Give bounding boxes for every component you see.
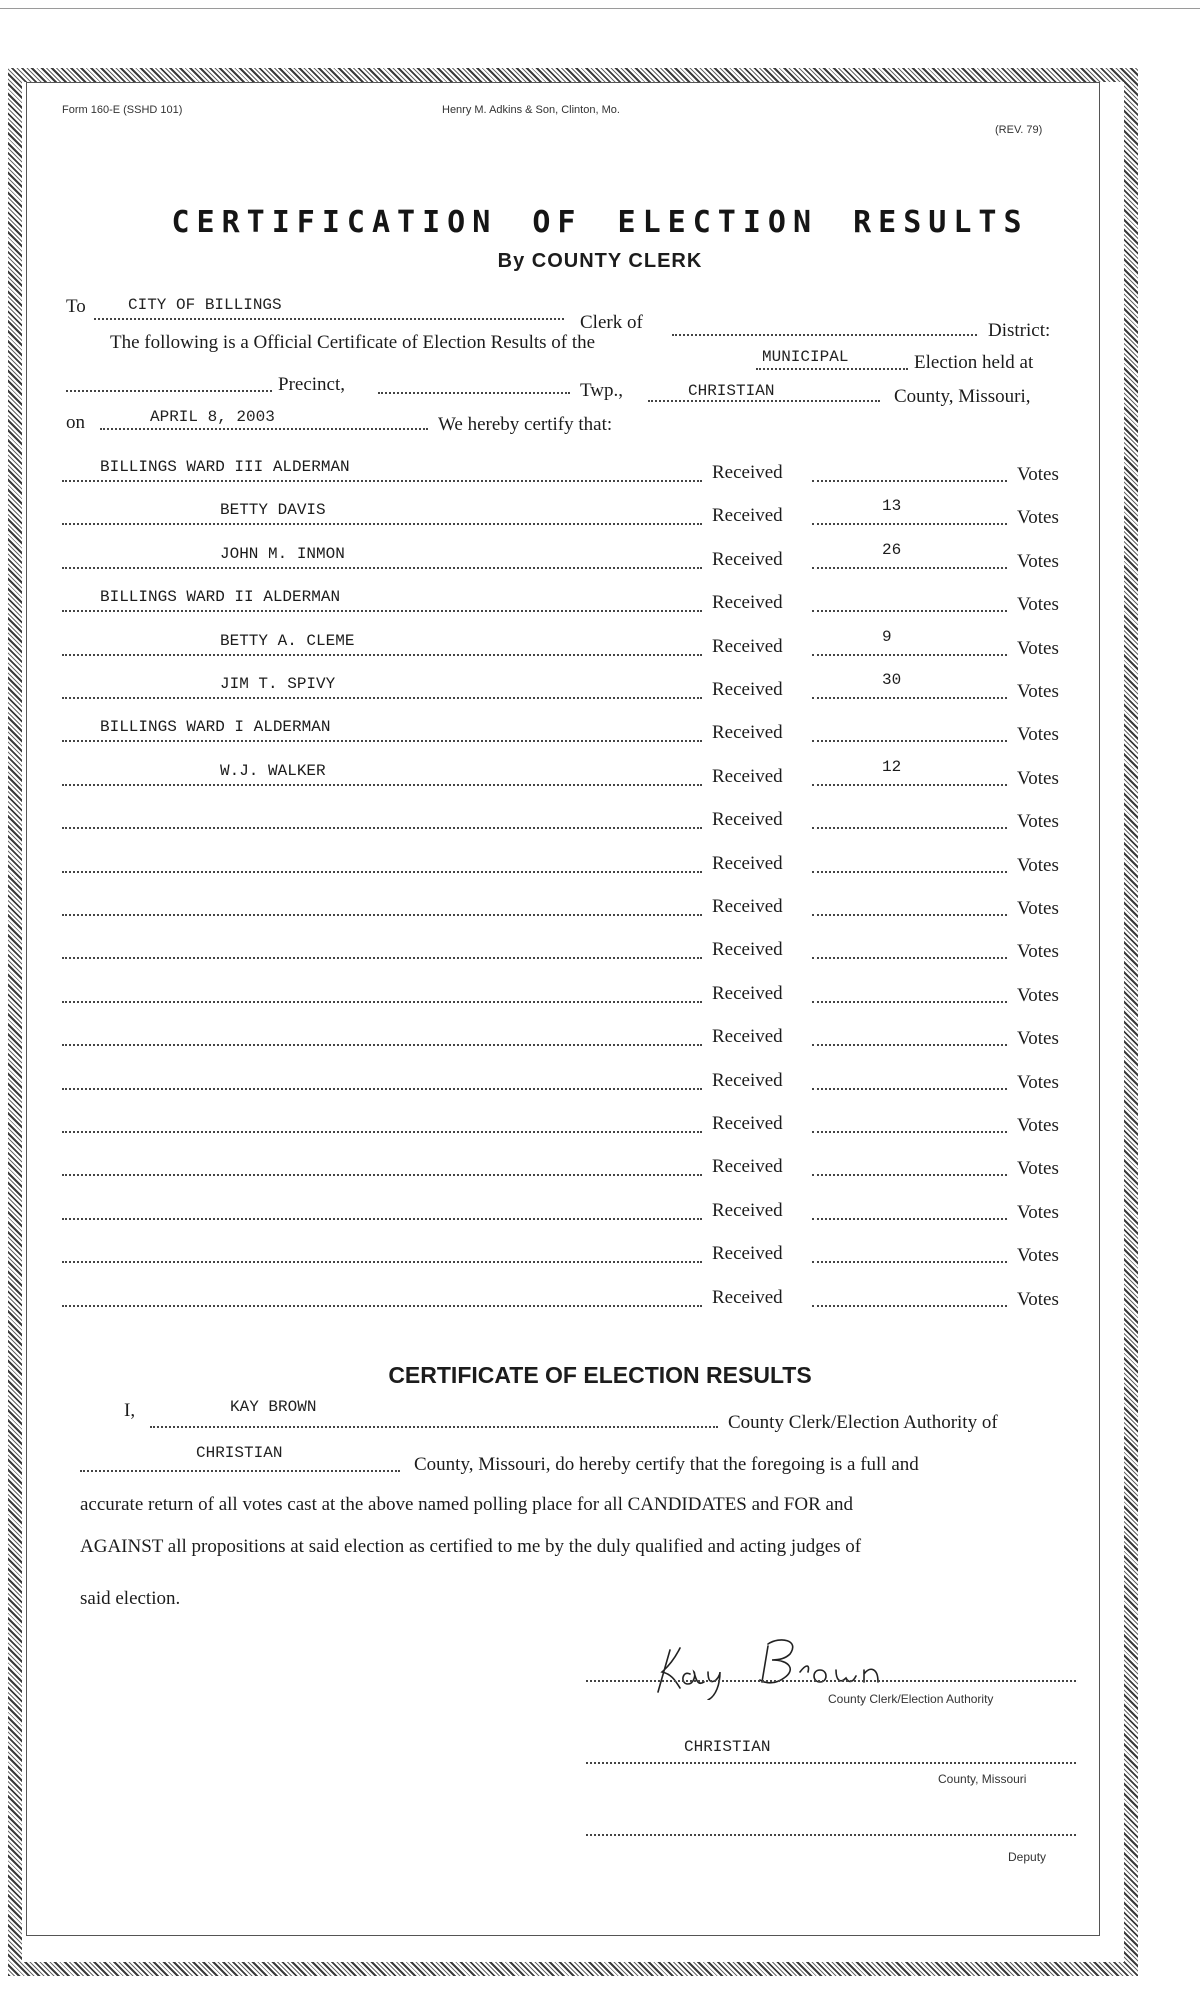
- vote-count-line: [812, 1174, 1007, 1176]
- received-label: Received: [712, 1113, 783, 1134]
- date-value: APRIL 8, 2003: [150, 408, 275, 426]
- cert-county-line: [80, 1470, 400, 1472]
- received-label: Received: [712, 549, 783, 570]
- row-name-line: [62, 914, 702, 916]
- vote-count-line: [812, 1305, 1007, 1307]
- received-label: Received: [712, 896, 783, 917]
- received-label: Received: [712, 1156, 783, 1177]
- cert-line-4: AGAINST all propositions at said election as certified to me by the duly qualified and acting judges of: [80, 1536, 862, 1557]
- candidate-name: JIM T. SPIVY: [220, 675, 336, 693]
- votes-label: Votes: [1017, 985, 1059, 1006]
- result-row: [62, 456, 1072, 490]
- received-label: Received: [712, 592, 783, 613]
- i-label: I,: [124, 1400, 136, 1421]
- row-name-line: [62, 957, 702, 959]
- clerk-of-line: [672, 334, 977, 336]
- clerk-name: KAY BROWN: [230, 1398, 317, 1416]
- cert-line-2: County, Missouri, do hereby certify that the foregoing is a full and: [414, 1454, 919, 1475]
- result-row: [62, 760, 1072, 794]
- district-label: District:: [988, 320, 1051, 341]
- printer-name: Henry M. Adkins & Son, Clinton, Mo.: [442, 104, 620, 116]
- received-label: Received: [712, 1243, 783, 1264]
- votes-label: Votes: [1017, 724, 1059, 745]
- certificate-title: CERTIFICATE OF ELECTION RESULTS: [388, 1362, 812, 1388]
- top-rule: [0, 8, 1200, 9]
- to-line: [94, 318, 564, 320]
- received-label: Received: [712, 766, 783, 787]
- vote-count-line: [812, 1261, 1007, 1263]
- row-name-line: [62, 784, 702, 786]
- result-row: [62, 630, 1072, 664]
- certify-label: We hereby certify that:: [438, 414, 613, 435]
- received-label: Received: [712, 939, 783, 960]
- votes-label: Votes: [1017, 1245, 1059, 1266]
- votes-label: Votes: [1017, 941, 1059, 962]
- row-name-line: [62, 1261, 702, 1263]
- result-row: [62, 890, 1072, 924]
- vote-count-line: [812, 1088, 1007, 1090]
- vote-count-line: [812, 957, 1007, 959]
- row-name-line: [62, 1305, 702, 1307]
- received-label: Received: [712, 505, 783, 526]
- result-row: [62, 803, 1072, 837]
- authority-label: County Clerk/Election Authority of: [728, 1412, 998, 1433]
- vote-count: 26: [882, 541, 902, 559]
- vote-count-line: [812, 740, 1007, 742]
- row-name-line: [62, 1088, 702, 1090]
- votes-label: Votes: [1017, 551, 1059, 572]
- vote-count-line: [812, 1131, 1007, 1133]
- votes-label: Votes: [1017, 594, 1059, 615]
- vote-count-line: [812, 480, 1007, 482]
- form-number: Form 160-E (SSHD 101): [62, 104, 183, 116]
- office-name: BILLINGS WARD III ALDERMAN: [100, 458, 350, 476]
- votes-label: Votes: [1017, 638, 1059, 659]
- candidate-name: BETTY DAVIS: [220, 501, 326, 519]
- received-label: Received: [712, 983, 783, 1004]
- vote-count-line: [812, 697, 1007, 699]
- vote-count-line: [812, 1044, 1007, 1046]
- office-name: BILLINGS WARD I ALDERMAN: [100, 718, 331, 736]
- received-label: Received: [712, 1070, 783, 1091]
- county-value: CHRISTIAN: [688, 382, 775, 400]
- votes-label: Votes: [1017, 1115, 1059, 1136]
- clerk-name-line: [150, 1426, 718, 1428]
- votes-label: Votes: [1017, 1202, 1059, 1223]
- signature-line: [586, 1680, 1076, 1682]
- vote-count-line: [812, 523, 1007, 525]
- result-row: [62, 673, 1072, 707]
- vote-count-line: [812, 914, 1007, 916]
- received-label: Received: [712, 1200, 783, 1221]
- row-name-line: [62, 1001, 702, 1003]
- document-title: CERTIFICATION OF ELECTION RESULTS: [171, 205, 1029, 240]
- votes-label: Votes: [1017, 464, 1059, 485]
- date-line: [100, 428, 428, 430]
- received-label: Received: [712, 679, 783, 700]
- vote-count-line: [812, 654, 1007, 656]
- votes-label: Votes: [1017, 1028, 1059, 1049]
- votes-label: Votes: [1017, 681, 1059, 702]
- result-row: [62, 1107, 1072, 1141]
- twp-line: [378, 392, 570, 394]
- document-subtitle: By COUNTY CLERK: [497, 250, 703, 272]
- received-label: Received: [712, 809, 783, 830]
- result-row: [62, 1281, 1072, 1315]
- row-name-line: [62, 654, 702, 656]
- result-row: [62, 543, 1072, 577]
- result-row: [62, 1237, 1072, 1271]
- result-row: [62, 1064, 1072, 1098]
- received-label: Received: [712, 462, 783, 483]
- row-name-line: [62, 610, 702, 612]
- county-missouri-label: County, Missouri,: [894, 386, 1031, 407]
- candidate-name: JOHN M. INMON: [220, 545, 345, 563]
- row-name-line: [62, 1044, 702, 1046]
- row-name-line: [62, 697, 702, 699]
- result-row: [62, 933, 1072, 967]
- to-value: CITY OF BILLINGS: [128, 296, 282, 314]
- received-label: Received: [712, 636, 783, 657]
- votes-label: Votes: [1017, 1289, 1059, 1310]
- vote-count-line: [812, 1001, 1007, 1003]
- result-row: [62, 586, 1072, 620]
- election-type-line: [756, 368, 908, 370]
- result-row: [62, 1020, 1072, 1054]
- to-label: To: [66, 296, 86, 317]
- vote-count: 30: [882, 671, 902, 689]
- election-type: MUNICIPAL: [762, 348, 849, 366]
- clerk-of-label: Clerk of: [580, 312, 643, 333]
- signature-graphic: [650, 1630, 950, 1700]
- result-row: [62, 1194, 1072, 1228]
- row-name-line: [62, 827, 702, 829]
- votes-label: Votes: [1017, 855, 1059, 876]
- row-name-line: [62, 871, 702, 873]
- received-label: Received: [712, 1026, 783, 1047]
- row-name-line: [62, 740, 702, 742]
- row-name-line: [62, 1174, 702, 1176]
- votes-label: Votes: [1017, 507, 1059, 528]
- result-row: [62, 716, 1072, 750]
- candidate-name: BETTY A. CLEME: [220, 632, 355, 650]
- vote-count: 13: [882, 497, 902, 515]
- row-name-line: [62, 567, 702, 569]
- votes-label: Votes: [1017, 1072, 1059, 1093]
- deputy-label: Deputy: [1008, 1850, 1047, 1864]
- signature: [650, 1630, 950, 1700]
- vote-count-line: [812, 567, 1007, 569]
- precinct-line: [66, 390, 272, 392]
- vote-count-line: [812, 610, 1007, 612]
- row-name-line: [62, 523, 702, 525]
- cert-county-value: CHRISTIAN: [196, 1444, 283, 1462]
- candidate-name: W.J. WALKER: [220, 762, 326, 780]
- cert-line-5: said election.: [80, 1588, 181, 1609]
- office-name: BILLINGS WARD II ALDERMAN: [100, 588, 341, 606]
- precinct-label: Precinct,: [278, 374, 346, 395]
- received-label: Received: [712, 722, 783, 743]
- vote-count: 12: [882, 758, 902, 776]
- vote-count-line: [812, 784, 1007, 786]
- vote-count: 9: [882, 628, 892, 646]
- twp-label: Twp.,: [580, 380, 624, 401]
- county-line: [648, 400, 880, 402]
- on-label: on: [66, 412, 85, 433]
- result-row: [62, 1150, 1072, 1184]
- vote-count-line: [812, 1218, 1007, 1220]
- sig-county-value: CHRISTIAN: [684, 1738, 771, 1756]
- row-name-line: [62, 480, 702, 482]
- intro-text: The following is a Official Certificate of Election Results of the: [110, 332, 596, 353]
- votes-label: Votes: [1017, 898, 1059, 919]
- row-name-line: [62, 1218, 702, 1220]
- sig-county-line: [586, 1762, 1076, 1764]
- result-row: [62, 847, 1072, 881]
- votes-label: Votes: [1017, 1158, 1059, 1179]
- row-name-line: [62, 1131, 702, 1133]
- sig-county-label: County, Missouri: [938, 1772, 1027, 1786]
- cert-line-3: accurate return of all votes cast at the above named polling place for all CANDIDATES and FOR and: [80, 1494, 853, 1515]
- revision: (REV. 79): [995, 124, 1043, 136]
- vote-count-line: [812, 827, 1007, 829]
- received-label: Received: [712, 853, 783, 874]
- vote-count-line: [812, 871, 1007, 873]
- result-row: [62, 977, 1072, 1011]
- signer-label: County Clerk/Election Authority: [828, 1692, 994, 1706]
- deputy-line: [586, 1834, 1076, 1836]
- result-row: [62, 499, 1072, 533]
- election-held-label: Election held at: [914, 352, 1034, 373]
- received-label: Received: [712, 1287, 783, 1308]
- votes-label: Votes: [1017, 811, 1059, 832]
- votes-label: Votes: [1017, 768, 1059, 789]
